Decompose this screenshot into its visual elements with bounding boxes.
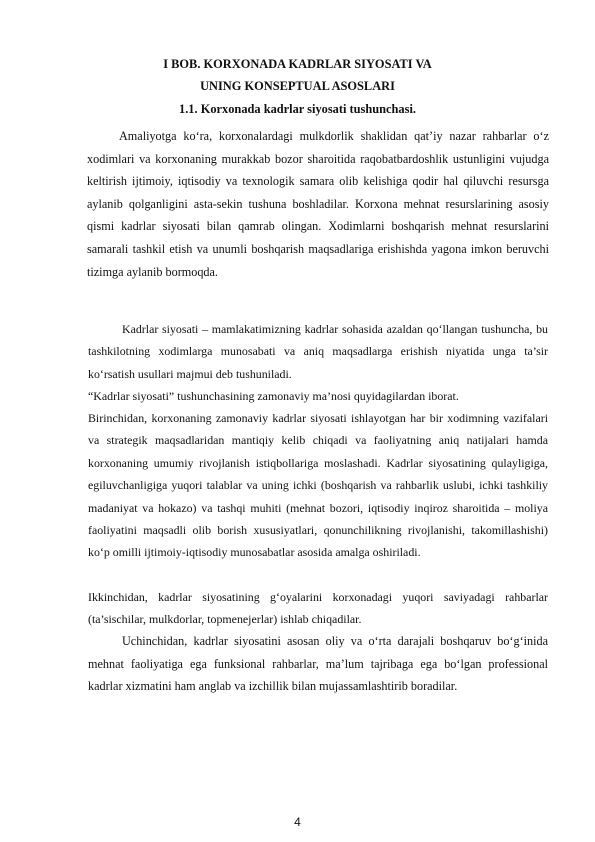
- paragraph-6: Uchinchidan, kadrlar siyosatini asosan oliy va o‘rta darajali boshqaruv bo‘g‘inida mehnat faoliyatiga ega funksional rahbarlar, ma’lum tajribaga ega bo‘lgan professional kadrlar xizmatini ham anglab va izchillik bilan mujassamlashtirib boradilar.: [88, 634, 548, 694]
- section-title: 1.1. Korxonada kadrlar siyosati tushunchasi.: [179, 102, 416, 116]
- chapter-title-line-1: I BOB. KORXONADA KADRLAR SIYOSATI VA: [163, 57, 432, 71]
- paragraph-4: Birinchidan, korxonaning zamonaviy kadrlar siyosati ishlayotgan har bir xodimning vazifalari va strategik maqsadlaridan mantiqiy kelib chiqadi va faoliyatning aniq natijalari hamda korxonaning umumiy rivojlanish istiqbollariga moslashadi. Kadrlar siyosatining qulayligiga, egiluvchanligiga yuqori talablar va uning ichki (boshqarish va rahbarlik uslubi, ichki tashkiliy madaniyat va hokazo) va tashqi muhiti (mehnat bozori, iqtisodiy inqiroz sharoitida – moliya faoliyatini maqsadli olib borish xususiyatlari, qonunchilikning rivojlanishi, takomillashishi) ko‘p omilli ijtimoiy-iqtisodiy munosabatlar asosida amalga oshiriladi.: [88, 411, 548, 560]
- paragraph-2: Kadrlar siyosati – mamlakatimizning kadrlar sohasida azaldan qo‘llangan tushuncha, bu tashkilotning xodimlarga munosabati va aniq maqsadlarga erishish niyatida unga ta’sir ko‘rsatish usullari majmui deb tushuniladi.: [88, 322, 548, 381]
- paragraph-1: Amaliyotga ko‘ra, korxonalardagi mulkdorlik shaklidan qat’iy nazar rahbarlar o‘z xodimlari va korxonaning murakkab bozor sharoitida raqobatbardoshlik ustunligini vujudga keltirish ijtimoiy, iqtisodiy va texnologik samara olib kelishiga qodir hal qiluvchi resursga aylanib qolganligini asta-sekin tushuna boshladilar. Korxona mehnat resurslarining asosiy qismi kadrlar siyosati bilan qamrab olingan. Xodimlarni boshqarish mehnat resurslarini samarali tashkil etish va unumli boshqarish maqsadlariga erishishda yagona imkon beruvchi tizimga aylanib bormoqda.: [87, 129, 549, 279]
- paragraph-3: “Kadrlar siyosati” tushunchasining zamonaviy ma’nosi quyidagilardan iborat.: [88, 389, 459, 403]
- paragraph-5: Ikkinchidan, kadrlar siyosatining g‘oyalarini korxonadagi yuqori saviyadagi rahbarlar (ta’sischilar, mulkdorlar, topmenejerlar) ishlab chiqadilar.: [88, 590, 548, 627]
- chapter-title-line-2: UNING KONSEPTUAL ASOSLARI: [200, 79, 395, 93]
- page-number: 4: [294, 815, 301, 829]
